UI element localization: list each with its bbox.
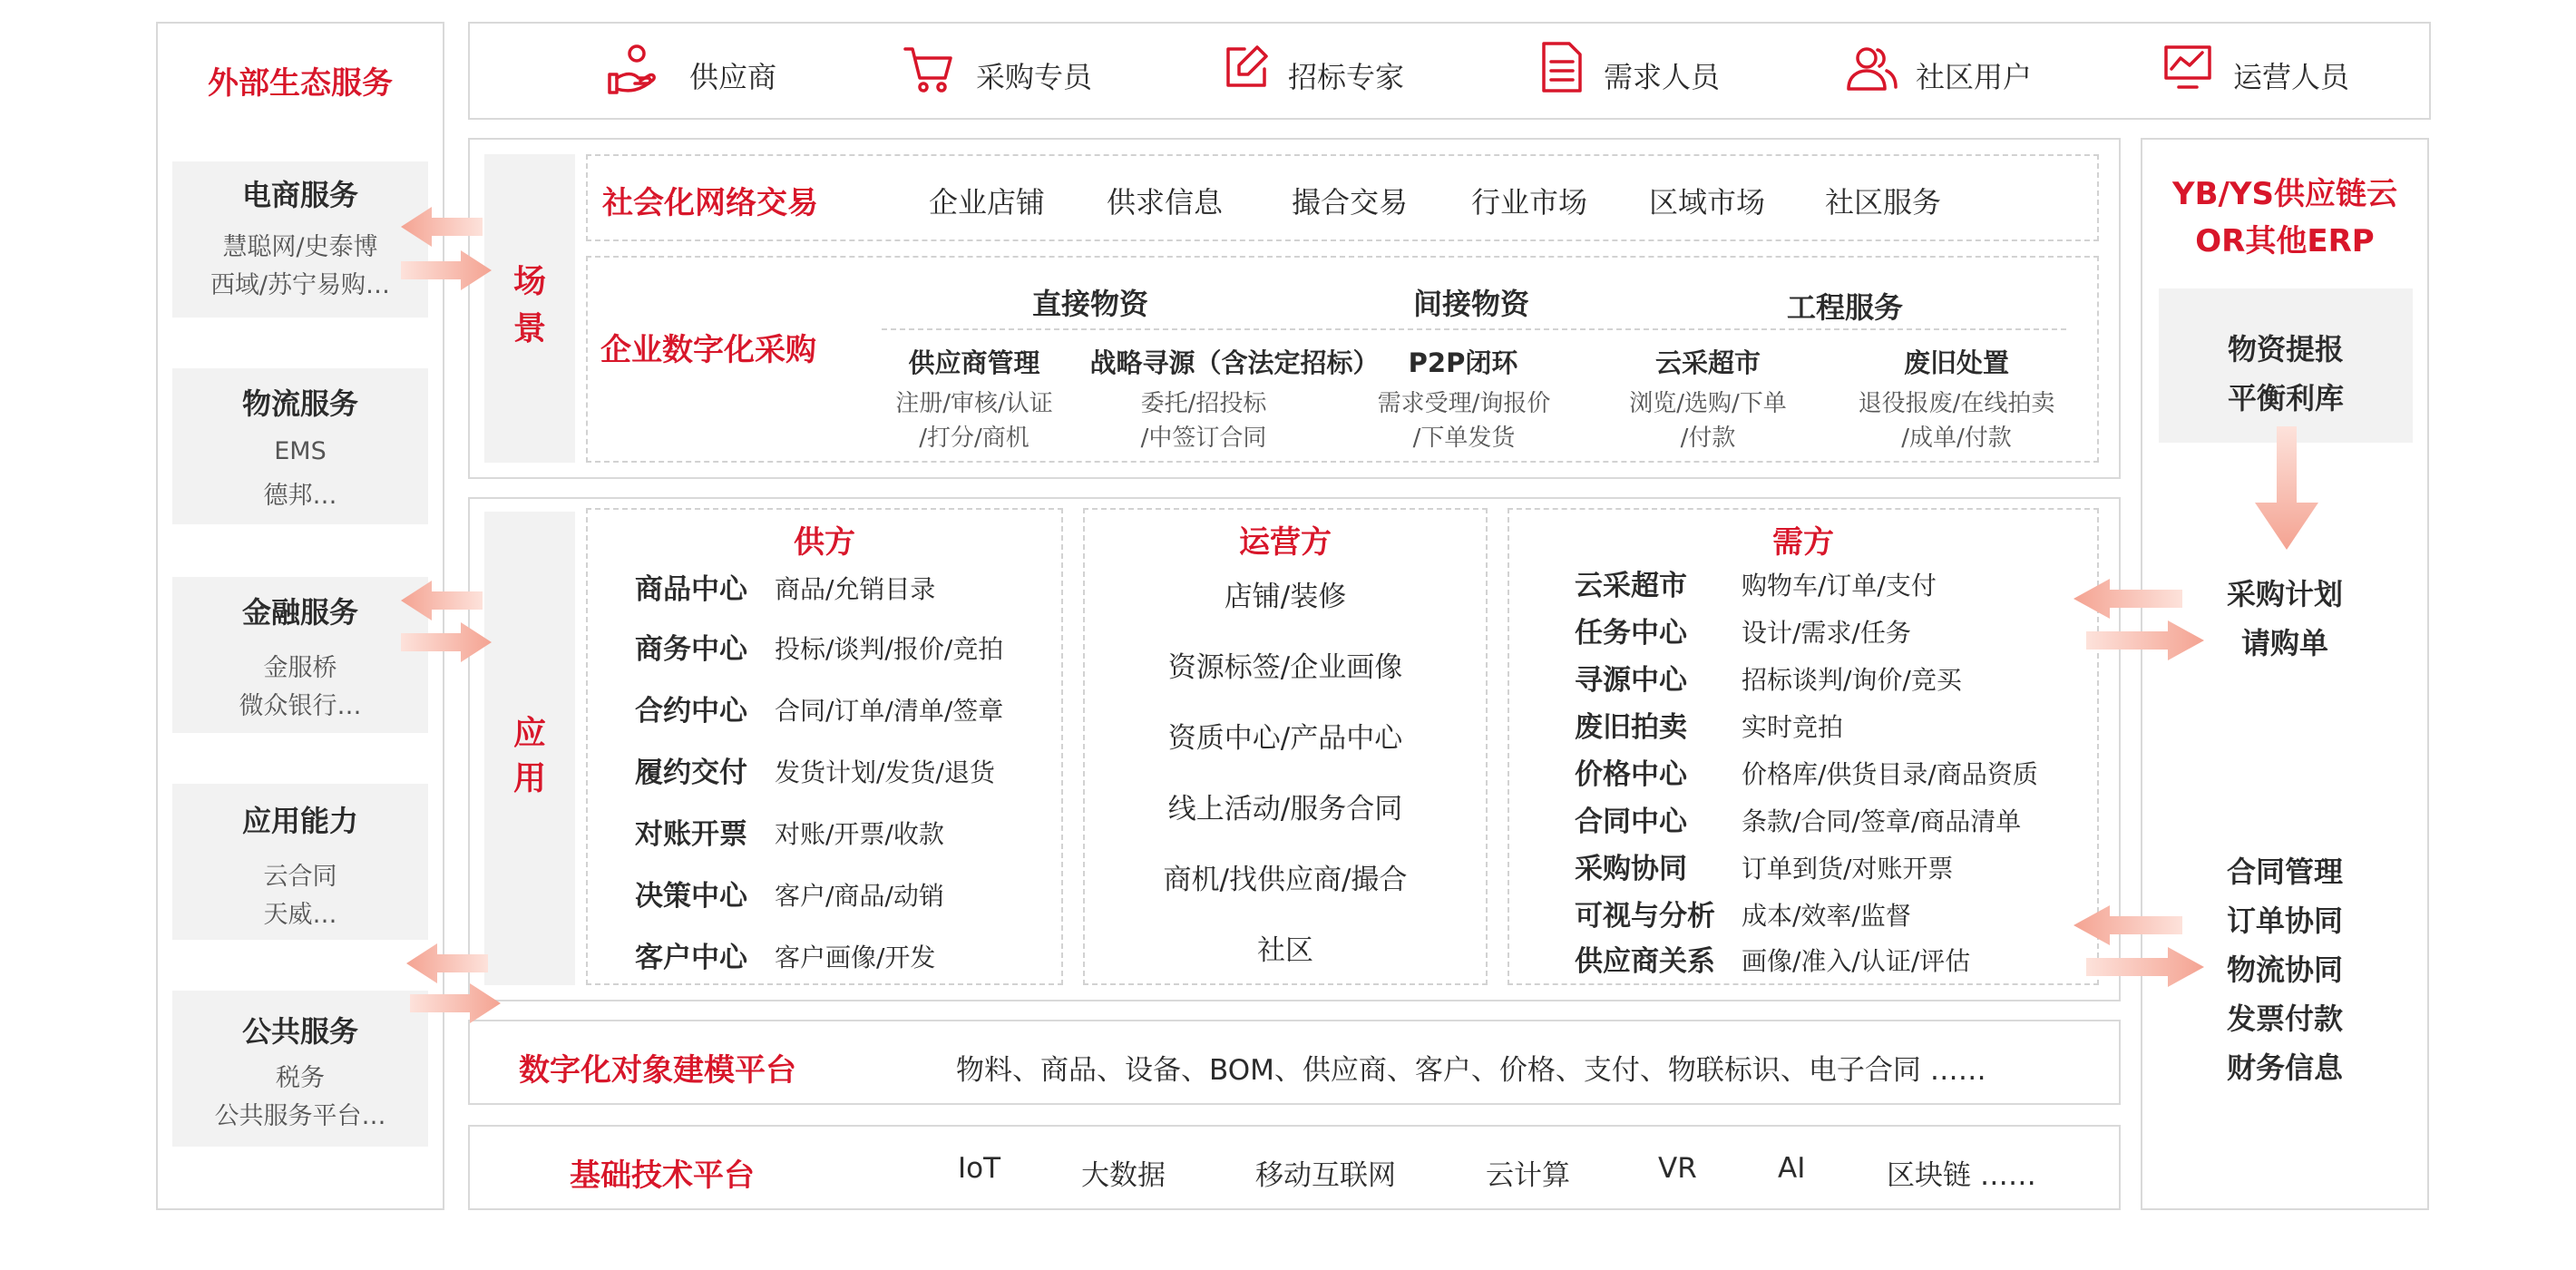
supply-row-2-val: 投标/谈判/报价/竞拍 bbox=[775, 634, 1004, 664]
procure-item-1-line-1: 注册/审核/认证 bbox=[895, 390, 1053, 417]
public-line-1: 税务 bbox=[276, 1064, 325, 1092]
arrow-left-demand-bottom bbox=[2073, 905, 2182, 945]
right-bottom-line-3: 物流协同 bbox=[2226, 952, 2343, 987]
right-mid-line-2: 请购单 bbox=[2240, 626, 2328, 660]
procure-item-5-line-1: 退役报废/在线拍卖 bbox=[1858, 390, 2055, 417]
supply-row-7-val: 客户画像/开发 bbox=[775, 943, 936, 972]
edit-icon bbox=[1221, 42, 1272, 93]
demand-row-8-val: 成本/效率/监督 bbox=[1742, 901, 1911, 931]
ecommerce-line-2: 西域/苏宁易购… bbox=[210, 271, 391, 299]
arrow-right-demand-bottom bbox=[2086, 947, 2204, 987]
demand-row-4-val: 实时竞拍 bbox=[1742, 712, 1844, 742]
demand-row-6-val: 条款/合同/签章/商品清单 bbox=[1742, 806, 2022, 836]
app-label-1: 应 bbox=[512, 715, 546, 752]
procure-item-3-line-1: 需求受理/询报价 bbox=[1377, 390, 1551, 417]
supply-row-7-key: 客户中心 bbox=[635, 942, 747, 974]
demand-row-8-key: 可视与分析 bbox=[1575, 900, 1715, 933]
chart-monitor-icon bbox=[2162, 42, 2213, 93]
ecommerce-line-1: 慧聪网/史泰博 bbox=[222, 233, 378, 261]
procure-item-1-title: 供应商管理 bbox=[908, 347, 1040, 378]
ops-row-5: 商机/找供应商/撮合 bbox=[1163, 864, 1408, 896]
arrow-left-finance bbox=[401, 581, 483, 620]
arrow-left-demand-top bbox=[2073, 579, 2182, 619]
social-item-4: 行业市场 bbox=[1471, 185, 1588, 220]
logistics-line-1: EMS bbox=[274, 437, 327, 465]
tech-item-iot: IoT bbox=[958, 1152, 1001, 1185]
right-bottom-line-2: 订单协同 bbox=[2226, 904, 2343, 938]
arrow-left-ecommerce bbox=[401, 207, 483, 247]
procure-item-5-line-2: /成单/付款 bbox=[1901, 425, 2012, 452]
public-line-2: 公共服务平台… bbox=[214, 1102, 386, 1130]
social-item-3: 撮合交易 bbox=[1292, 185, 1409, 220]
demand-row-3-key: 寻源中心 bbox=[1575, 664, 1687, 697]
supply-row-2-key: 商务中心 bbox=[635, 633, 747, 666]
supply-row-6-key: 决策中心 bbox=[635, 880, 747, 913]
demand-row-7-val: 订单到货/对账开票 bbox=[1742, 854, 1954, 884]
demand-row-6-key: 合同中心 bbox=[1575, 806, 1687, 838]
demand-row-1-key: 云采超市 bbox=[1575, 570, 1687, 602]
procure-item-3-title: P2P闭环 bbox=[1408, 347, 1518, 378]
right-bottom-line-4: 发票付款 bbox=[2226, 1001, 2343, 1036]
role-label-ops: 运营人员 bbox=[2233, 60, 2350, 94]
digital-procure-title: 企业数字化采购 bbox=[600, 332, 816, 368]
tech-item-vr: VR bbox=[1658, 1152, 1697, 1185]
demand-row-9-key: 供应商关系 bbox=[1575, 945, 1715, 978]
supply-row-6-val: 客户/商品/动销 bbox=[775, 881, 944, 911]
supply-row-4-val: 发货计划/发货/退货 bbox=[775, 757, 995, 787]
app-ability-title: 应用能力 bbox=[241, 804, 358, 838]
document-icon bbox=[1538, 40, 1586, 94]
right-title-2: OR其他ERP bbox=[2195, 223, 2375, 259]
group-engineering: 工程服务 bbox=[1787, 290, 1904, 325]
users-icon bbox=[1845, 44, 1899, 94]
finance-line-1: 金服桥 bbox=[263, 654, 337, 682]
ops-row-1: 店铺/装修 bbox=[1224, 581, 1347, 613]
ecommerce-title: 电商服务 bbox=[241, 178, 358, 212]
demand-row-2-val: 设计/需求/任务 bbox=[1742, 618, 1911, 648]
procure-item-1-line-2: /打分/商机 bbox=[919, 425, 1029, 452]
procure-item-3-line-2: /下单发货 bbox=[1412, 425, 1516, 452]
arrow-right-public bbox=[410, 983, 501, 1023]
social-trade-title: 社会化网络交易 bbox=[602, 185, 818, 221]
arrow-right-ecommerce bbox=[401, 250, 492, 290]
left-title: 外部生态服务 bbox=[208, 65, 393, 102]
tech-item-blockchain: 区块链 …… bbox=[1887, 1159, 2036, 1192]
logistics-title: 物流服务 bbox=[241, 386, 358, 421]
ops-row-6: 社区 bbox=[1257, 934, 1313, 967]
public-title: 公共服务 bbox=[241, 1014, 358, 1049]
right-bottom-line-1: 合同管理 bbox=[2226, 855, 2343, 889]
role-label-community: 社区用户 bbox=[1916, 60, 2033, 94]
demand-row-7-key: 采购协同 bbox=[1575, 853, 1687, 885]
modeling-text: 物料、商品、设备、BOM、供应商、客户、价格、支付、物联标识、电子合同 …… bbox=[956, 1054, 1986, 1087]
supply-row-5-val: 对账/开票/收款 bbox=[775, 819, 944, 849]
role-label-supplier: 供应商 bbox=[689, 60, 777, 94]
tech-item-bigdata: 大数据 bbox=[1081, 1159, 1166, 1192]
demand-row-3-val: 招标谈判/询价/竞买 bbox=[1742, 665, 1962, 695]
modeling-title: 数字化对象建模平台 bbox=[519, 1052, 796, 1089]
supply-row-5-key: 对账开票 bbox=[635, 818, 747, 851]
procure-item-2-line-2: /中签订合同 bbox=[1140, 425, 1267, 452]
social-item-5: 区域市场 bbox=[1649, 185, 1766, 220]
hand-user-icon bbox=[606, 42, 660, 96]
right-box-line-2: 平衡利库 bbox=[2227, 381, 2344, 415]
procure-item-2-line-1: 委托/招投标 bbox=[1140, 390, 1267, 417]
app-label-2: 用 bbox=[512, 760, 546, 797]
group-indirect: 间接物资 bbox=[1413, 287, 1530, 321]
ops-row-3: 资质中心/产品中心 bbox=[1167, 722, 1403, 755]
ops-title: 运营方 bbox=[1239, 524, 1332, 561]
right-box-line-1: 物资提报 bbox=[2227, 332, 2344, 366]
role-label-buyer: 采购专员 bbox=[976, 60, 1093, 94]
right-bottom-line-5: 财务信息 bbox=[2226, 1050, 2343, 1085]
supply-row-1-val: 商品/允销目录 bbox=[775, 574, 936, 604]
demand-row-2-key: 任务中心 bbox=[1575, 617, 1687, 650]
supply-row-1-key: 商品中心 bbox=[635, 573, 747, 606]
procure-item-5-title: 废旧处置 bbox=[1903, 347, 2009, 378]
right-title-1: YB/YS供应链云 bbox=[2171, 176, 2398, 212]
scene-label-2: 景 bbox=[512, 310, 546, 347]
finance-title: 金融服务 bbox=[241, 595, 358, 630]
supply-row-3-key: 合约中心 bbox=[635, 695, 747, 728]
arrow-left-public bbox=[406, 943, 488, 983]
supply-row-3-val: 合同/订单/清单/签章 bbox=[775, 696, 1004, 726]
procure-item-4-line-2: /付款 bbox=[1680, 425, 1736, 452]
demand-row-1-val: 购物车/订单/支付 bbox=[1742, 571, 1937, 601]
tech-title: 基础技术平台 bbox=[570, 1158, 755, 1194]
ops-row-4: 线上活动/服务合同 bbox=[1167, 793, 1403, 826]
role-label-expert: 招标专家 bbox=[1288, 60, 1405, 94]
tech-item-ai: AI bbox=[1778, 1152, 1806, 1185]
procure-item-4-line-1: 浏览/选购/下单 bbox=[1629, 390, 1787, 417]
supply-title: 供方 bbox=[794, 524, 855, 561]
role-label-demand: 需求人员 bbox=[1604, 60, 1721, 94]
group-direct: 直接物资 bbox=[1032, 287, 1149, 321]
demand-row-5-val: 价格库/供货目录/商品资质 bbox=[1742, 759, 2038, 789]
social-item-6: 社区服务 bbox=[1825, 185, 1942, 220]
supply-row-4-key: 履约交付 bbox=[635, 757, 747, 789]
demand-row-9-val: 画像/准入/认证/评估 bbox=[1742, 946, 1971, 976]
finance-line-2: 微众银行… bbox=[239, 692, 362, 720]
logistics-line-2: 德邦… bbox=[263, 482, 337, 510]
social-item-1: 企业店铺 bbox=[929, 185, 1046, 220]
app-ability-line-2: 天威… bbox=[263, 901, 337, 929]
procure-divider bbox=[882, 328, 2066, 330]
tech-item-cloud: 云计算 bbox=[1486, 1159, 1570, 1192]
cart-icon bbox=[902, 42, 956, 96]
social-item-2: 供求信息 bbox=[1107, 185, 1224, 220]
tech-item-mobile: 移动互联网 bbox=[1255, 1159, 1396, 1192]
arrow-right-demand-top bbox=[2086, 620, 2204, 660]
scene-label-1: 场 bbox=[512, 263, 546, 300]
arrow-down-right bbox=[2255, 426, 2318, 550]
demand-title: 需方 bbox=[1772, 524, 1834, 561]
right-mid-line-1: 采购计划 bbox=[2226, 577, 2343, 611]
procure-item-2-title: 战略寻源（含法定招标） bbox=[1089, 347, 1380, 378]
arrow-right-finance bbox=[401, 622, 492, 662]
ops-row-2: 资源标签/企业画像 bbox=[1167, 651, 1403, 684]
procure-item-4-title: 云采超市 bbox=[1654, 347, 1761, 378]
demand-row-4-key: 废旧拍卖 bbox=[1575, 711, 1687, 744]
app-ability-line-1: 云合同 bbox=[263, 863, 337, 891]
demand-row-5-key: 价格中心 bbox=[1575, 758, 1687, 791]
